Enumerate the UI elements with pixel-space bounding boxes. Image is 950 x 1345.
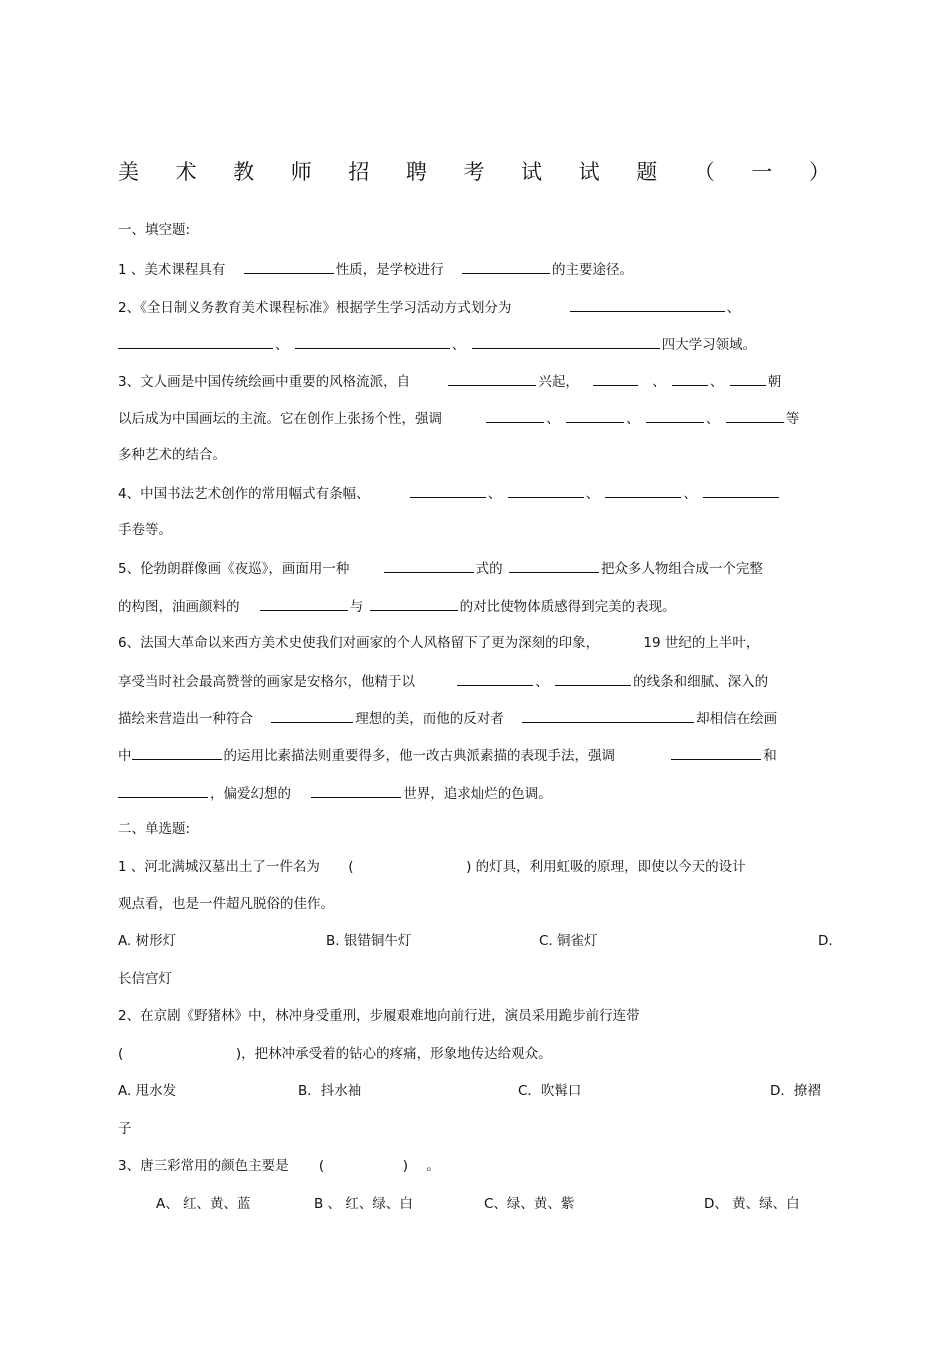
question-text: 的灯具，利用虹吸的原理，即使以今天的设计 [475, 859, 746, 875]
question-text: 性质，是学校进行 [335, 262, 444, 278]
question-text: 描绘来营造出一种符合 [118, 711, 253, 727]
question-text: 等 [785, 411, 800, 427]
title-char: 一 [751, 160, 773, 184]
title-char: （ [693, 160, 715, 184]
question-3 [118, 371, 781, 391]
question-text: 3、唐三彩常用的颜色主要是 [118, 1158, 289, 1174]
question-6-cont3 [118, 745, 777, 765]
question-text: 、 [705, 411, 720, 427]
question-text: 式的 [475, 561, 503, 577]
question-text: 5、伦勃朗群像画《夜巡》，画面用一种 [118, 561, 350, 577]
title-char: 聘 [405, 160, 427, 184]
answer-blank[interactable] [118, 783, 208, 798]
question-text: 和 [763, 748, 777, 764]
answer-blank[interactable] [311, 783, 401, 798]
answer-blank[interactable] [410, 483, 486, 498]
question-text: 兴起， [538, 374, 579, 390]
question-text: 、 [275, 337, 289, 353]
question-1 [118, 259, 633, 279]
question-text: 4、中国书法艺术创作的常用幅式有条幅、 [118, 486, 370, 502]
question-4-cont: 手卷等。 [118, 522, 172, 538]
question-6-cont4 [118, 783, 552, 803]
question-2 [118, 297, 740, 317]
answer-paren-close: ) [466, 859, 472, 875]
question-text: 2、《全日制义务教育美术课程标准》根据学生学习活动方式划分为 [118, 300, 512, 316]
title-char: 教 [233, 160, 255, 184]
answer-blank[interactable] [370, 596, 458, 611]
option-d-wrap: 子 [118, 1121, 132, 1137]
option-c[interactable]: C. 铜雀灯 [539, 933, 598, 949]
answer-blank[interactable] [730, 371, 766, 386]
answer-blank[interactable] [472, 334, 660, 349]
question-6 [118, 634, 759, 652]
question-text: 与 [349, 599, 364, 615]
answer-blank[interactable] [457, 671, 533, 686]
answer-blank[interactable] [522, 708, 694, 723]
answer-blank[interactable] [593, 371, 638, 386]
title-char: 考 [463, 160, 485, 184]
question-text: 、 [487, 486, 502, 502]
mc-question-3 [118, 1157, 440, 1175]
question-text: 的构图，油画颜料的 [118, 599, 240, 615]
title-char: 试 [521, 160, 543, 184]
answer-blank[interactable] [271, 708, 353, 723]
title-char: 题 [636, 160, 658, 184]
option-d[interactable]: D．撩褶 [770, 1083, 821, 1099]
answer-blank[interactable] [118, 334, 273, 349]
question-text: 的主要途径。 [551, 262, 633, 278]
question-3-cont2: 多种艺术的结合。 [118, 447, 226, 463]
option-c[interactable]: C、绿、黄、紫 [484, 1196, 575, 1212]
question-6-cont2 [118, 708, 777, 728]
option-d[interactable]: D. [818, 933, 833, 949]
question-6-cont [118, 671, 768, 691]
question-text: ，偏爱幻想的 [210, 786, 291, 802]
question-text: 的对比使物体质感得到完美的表现。 [459, 599, 676, 615]
question-text: 、 [451, 337, 466, 353]
question-text: 6、法国大革命以来西方美术史使我们对画家的个人风格留下了更为深刻的印象， [118, 635, 600, 651]
option-b[interactable]: B. 银错铜牛灯 [326, 933, 412, 949]
question-text: 、 [585, 486, 600, 502]
option-d-wrap: 长信宫灯 [118, 971, 172, 987]
mc-question-1-cont: 观点看，也是一件超凡脱俗的佳作。 [118, 896, 334, 912]
title-char: 术 [175, 160, 197, 184]
answer-blank[interactable] [671, 745, 761, 760]
answer-blank[interactable] [726, 408, 784, 423]
question-text: 四大学习领域。 [661, 337, 757, 353]
option-b[interactable]: B．抖水袖 [298, 1083, 362, 1099]
answer-blank[interactable] [570, 297, 725, 312]
question-text: 却相信在绘画 [696, 711, 778, 727]
mc-question-1 [118, 858, 746, 876]
option-a[interactable]: A. 树形灯 [118, 933, 177, 949]
question-text: 朝 [767, 374, 782, 390]
question-text: 。 [426, 1158, 440, 1174]
question-text: 、 [709, 374, 724, 390]
question-text: 的线条和细腻、深入的 [633, 674, 769, 690]
question-text: 1 、河北满城汉墓出土了一件名为 [118, 859, 320, 875]
answer-paren-open: ( [348, 859, 354, 875]
question-text: 、 [652, 374, 666, 390]
answer-blank[interactable] [509, 558, 599, 573]
answer-blank[interactable] [295, 334, 450, 349]
answer-blank[interactable] [260, 596, 348, 611]
question-5-cont [118, 596, 676, 616]
question-text: )，把林冲承受着的钻心的疼痛，形象地传达给观众。 [235, 1046, 552, 1062]
question-text: 、 [726, 300, 741, 316]
question-5 [118, 558, 763, 578]
question-text: 1 、美术课程具有 [118, 262, 226, 278]
answer-blank[interactable] [132, 745, 222, 760]
answer-blank[interactable] [566, 408, 624, 423]
mc-question-2: 2、在京剧《野猪林》中，林冲身受重刑，步履艰难地向前行进，演员采用跪步前行连带 [118, 1008, 640, 1024]
page-title [118, 156, 830, 186]
question-text: 世界，追求灿烂的色调。 [403, 786, 552, 802]
answer-paren-open: ( [318, 1158, 325, 1174]
answer-blank[interactable] [462, 259, 550, 274]
title-char: ） [808, 160, 830, 184]
question-2-cont [118, 334, 756, 354]
question-3-cont [118, 408, 799, 428]
question-text: 享受当时社会最高赞誉的画家是安格尔，他精于以 [118, 674, 415, 690]
option-a[interactable]: A、 红、黄、蓝 [156, 1196, 251, 1212]
section-heading-fill: 一、填空题: [118, 222, 191, 238]
answer-blank[interactable] [703, 483, 779, 498]
title-char: 师 [290, 160, 312, 184]
question-text: 、 [535, 674, 549, 690]
question-text: 19 世纪的上半叶， [643, 635, 760, 651]
question-text: 、 [546, 411, 560, 427]
title-char: 美 [118, 160, 139, 184]
question-text: 3、文人画是中国传统绘画中重要的风格流派，自 [118, 374, 411, 390]
answer-paren-open: ( [118, 1046, 124, 1062]
question-text: 把众多人物组合成一个完整 [600, 561, 763, 577]
answer-blank[interactable] [448, 371, 536, 386]
option-a[interactable]: A. 甩水发 [118, 1083, 177, 1099]
option-b[interactable]: B 、 红、绿、白 [314, 1196, 413, 1212]
question-text: 、 [626, 411, 640, 427]
answer-blank[interactable] [384, 558, 474, 573]
answer-paren-close: ) [402, 1158, 409, 1174]
section-heading-single: 二、单选题: [118, 821, 191, 837]
answer-blank[interactable] [646, 408, 704, 423]
question-text: 的运用比素描法则重要得多，他一改古典派素描的表现手法，强调 [223, 748, 615, 764]
question-4 [118, 483, 781, 503]
question-text: 理想的美，而他的反对者 [355, 711, 504, 727]
answer-blank[interactable] [508, 483, 584, 498]
option-c[interactable]: C．吹髯口 [518, 1083, 582, 1099]
option-d[interactable]: D、 黄、绿、白 [704, 1196, 800, 1212]
answer-blank[interactable] [555, 671, 631, 686]
question-text: 中 [118, 748, 132, 764]
answer-blank[interactable] [605, 483, 681, 498]
mc-question-2-cont [118, 1045, 552, 1063]
answer-blank[interactable] [244, 259, 334, 274]
question-text: 以后成为中国画坛的主流。它在创作上张扬个性，强调 [118, 411, 442, 427]
title-char: 招 [348, 160, 370, 184]
answer-blank[interactable] [486, 408, 544, 423]
answer-blank[interactable] [672, 371, 708, 386]
title-char: 试 [578, 160, 600, 184]
question-text: 、 [683, 486, 697, 502]
